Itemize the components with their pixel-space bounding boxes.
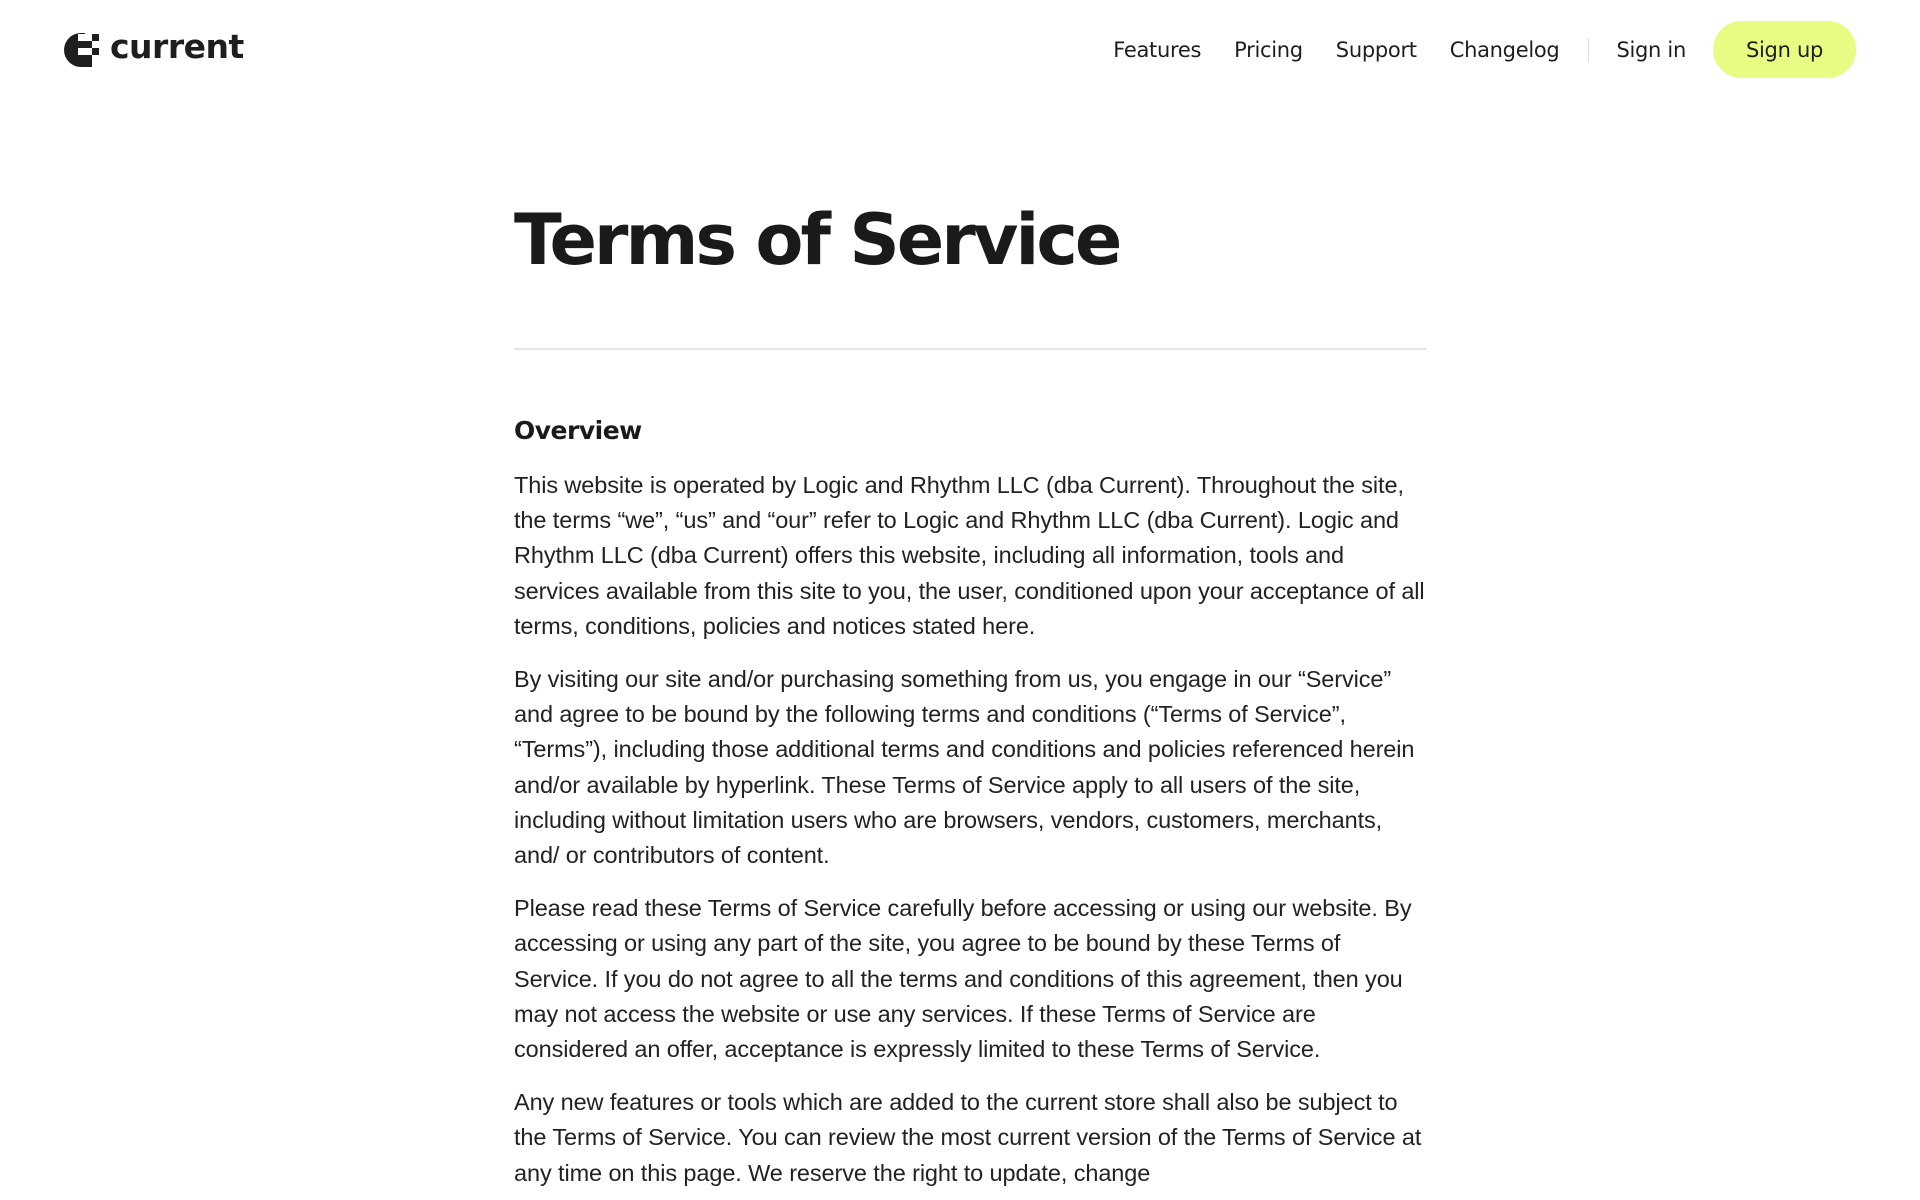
current-logo-icon	[64, 33, 100, 67]
nav-support[interactable]: Support	[1335, 37, 1417, 62]
logo-wordmark: current	[110, 27, 244, 66]
nav-features[interactable]: Features	[1113, 37, 1202, 62]
logo-link[interactable]	[64, 27, 244, 67]
nav-changelog[interactable]: Changelog	[1449, 37, 1560, 62]
paragraph: Any new features or tools which are added to the current store shall also be subject to the Terms of Service. You can review the most current version of the Terms of Service at any time on this page. We reserve the right to update, change	[514, 1089, 1422, 1186]
terms-content	[514, 190, 1427, 1191]
nav-pricing[interactable]: Pricing	[1234, 37, 1303, 62]
page-title: Terms of Service	[514, 199, 1120, 281]
sign-in-link[interactable]: Sign in	[1616, 37, 1686, 62]
sign-up-button[interactable]: Sign up	[1713, 21, 1856, 78]
section-heading: Overview	[514, 416, 642, 445]
paragraph: By visiting our site and/or purchasing something from us, you engage in our “Service” and agree to be bound by the following terms and conditions (“Terms of Service”, “Terms”), including those additional terms and conditions and policies referenced herein and/or available by hyperlink. These Terms of Service apply to all users of the site, including without limitation users who are browsers, vendors, customers, merchants, and/ or contributors of content.	[514, 666, 1415, 869]
nav-divider	[1588, 38, 1589, 62]
title-divider	[514, 348, 1427, 350]
paragraph: This website is operated by Logic and Rhythm LLC (dba Current). Throughout the site, the terms “we”, “us” and “our” refer to Logic and Rhythm LLC (dba Current). Logic and Rhythm LLC (dba Current) offers this website, including all information, tools and services available from this site to you, the user, conditioned upon your acceptance of all terms, conditions, policies and notices stated here.	[514, 472, 1425, 639]
paragraph: Please read these Terms of Service carefully before accessing or using our website. By accessing or using any part of the site, you agree to be bound by these Terms of Service. If you do not agree to all the terms and conditions of this agreement, then you may not access the website or use any services. If these Terms of Service are considered an offer, acceptance is expressly limited to these Terms of Service.	[514, 895, 1412, 1063]
overview-section	[514, 414, 1427, 1191]
site-header	[0, 0, 1920, 100]
main-nav	[1113, 21, 1856, 78]
